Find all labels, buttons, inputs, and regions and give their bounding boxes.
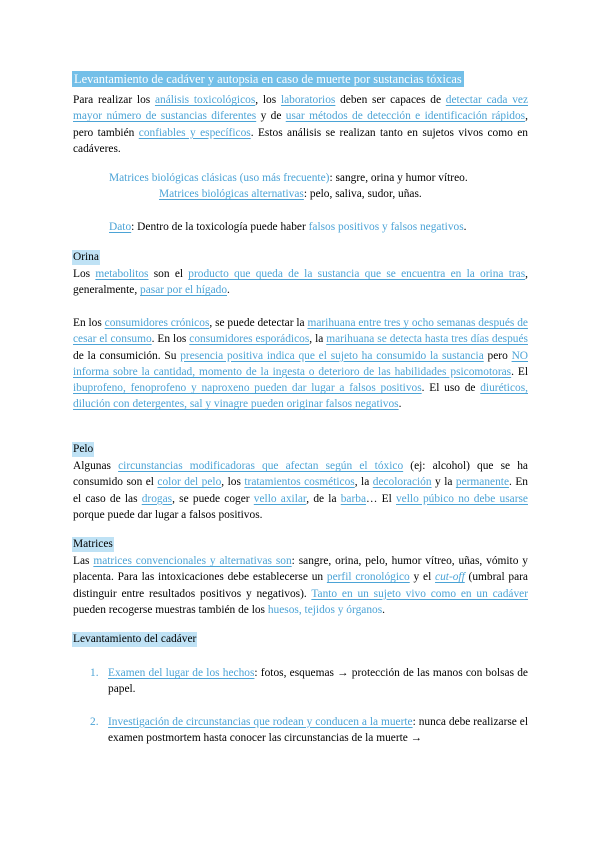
list-item bbox=[90, 714, 528, 747]
highlight: barba bbox=[340, 492, 367, 505]
list-number: 2. bbox=[90, 715, 99, 728]
highlight: huesos, tejidos y órganos bbox=[267, 603, 383, 616]
text: son el bbox=[148, 268, 189, 280]
highlight: metabolitos bbox=[95, 268, 149, 280]
levantamiento-list bbox=[90, 665, 528, 746]
orina-paragraph-2 bbox=[73, 315, 528, 413]
highlight: color del pelo bbox=[157, 476, 222, 489]
text: porque puede dar lugar a falsos positivos. bbox=[73, 508, 263, 521]
highlight: diuréticos, dilución con detergentes, sal y vinagre pueden originar falsos negativos bbox=[73, 382, 528, 411]
pelo-paragraph bbox=[73, 458, 528, 523]
highlight: Investigación de circunstancias que rodean y conducen a la muerte bbox=[108, 715, 413, 728]
highlight: cut-off bbox=[435, 571, 465, 584]
text: , la bbox=[309, 333, 327, 346]
text: pero bbox=[483, 349, 512, 362]
highlight: marihuana se detecta hasta tres días después bbox=[326, 333, 528, 346]
text: , se puede detectar la bbox=[209, 317, 308, 329]
text: . bbox=[227, 284, 230, 297]
highlight: presencia positiva indica que el sujeto ha consumido la sustancia bbox=[180, 349, 484, 362]
text: : fotos, esquemas → protección de las manos con bolsas de papel. bbox=[108, 667, 528, 696]
text: En los bbox=[73, 317, 105, 329]
text: deben ser capaces de bbox=[335, 94, 446, 106]
section-heading-orina: Orina bbox=[73, 251, 99, 263]
text: y el bbox=[409, 571, 436, 584]
highlight: Tanto en un sujeto vivo como en un cadáver bbox=[311, 587, 528, 600]
text: y la bbox=[431, 476, 456, 489]
highlight: producto que queda de la sustancia que se encuentra en la orina tras bbox=[188, 268, 526, 280]
intro-paragraph bbox=[73, 92, 528, 157]
highlight: vello axilar bbox=[253, 492, 307, 505]
section-heading-levantamiento: Levantamiento del cadáver bbox=[73, 633, 197, 645]
highlight: marihuana entre tres y ocho semanas después de cesar el consumo bbox=[73, 317, 528, 346]
text: de la consumición. Su bbox=[73, 349, 181, 362]
text: . En el caso de las bbox=[73, 476, 528, 505]
orina-paragraph-1 bbox=[73, 266, 528, 299]
highlight: perfil cronológico bbox=[326, 571, 410, 584]
highlight: NO informa sobre la cantidad, momento de la ingesta o deterioro de las habilidades psicomotoras bbox=[73, 349, 529, 378]
text: (ej: alcohol) que se ha consumido son el bbox=[73, 460, 528, 489]
highlight: circunstancias modificadoras que afectan según el tóxico bbox=[118, 460, 404, 472]
highlight: Dato bbox=[109, 221, 132, 233]
highlight: pasar por el hígado bbox=[140, 284, 228, 297]
highlight: análisis toxicológicos bbox=[154, 94, 256, 106]
text: . En los bbox=[151, 333, 190, 346]
text: . bbox=[398, 398, 402, 411]
text: Algunas bbox=[73, 460, 119, 472]
list-number: 1. bbox=[90, 667, 99, 679]
section-heading-matrices: Matrices bbox=[73, 538, 113, 550]
highlight: permanente bbox=[455, 476, 510, 489]
highlight: detectar cada vez mayor número de sustancias diferentes bbox=[73, 94, 529, 123]
text: . Estos análisis se realizan tanto en sujetos vivos como en cadáveres. bbox=[73, 126, 528, 155]
text: Para realizar los bbox=[73, 94, 155, 106]
text: , la bbox=[354, 476, 373, 489]
text: : Dentro de la toxicología puede haber bbox=[131, 221, 309, 233]
highlight: Matrices biológicas clásicas (uso más frecuente) bbox=[109, 172, 330, 184]
matrices-clasicas-line bbox=[109, 170, 468, 186]
highlight: ibuprofeno, fenoprofeno y naproxeno pueden dar lugar a falsos positivos bbox=[73, 382, 422, 395]
text: : nunca debe realizarse el examen postmortem hasta conocer las circunstancias de la muerte → bbox=[108, 715, 529, 744]
highlight: matrices convencionales y alternativas son bbox=[93, 555, 292, 567]
text: : pelo, saliva, sudor, uñas. bbox=[303, 188, 422, 200]
matrices-paragraph bbox=[73, 553, 528, 618]
document-title: Levantamiento de cadáver y autopsia en caso de muerte por sustancias tóxicas bbox=[74, 72, 462, 86]
highlight: consumidores esporádicos bbox=[189, 333, 310, 346]
list-item bbox=[90, 665, 528, 698]
text: , los bbox=[221, 476, 245, 489]
text: Las bbox=[73, 555, 94, 567]
text: , de la bbox=[306, 492, 341, 505]
highlight: laboratorios bbox=[280, 94, 336, 106]
highlight: tratamientos cosméticos bbox=[244, 476, 355, 489]
text: , generalmente, bbox=[73, 268, 529, 297]
dato-line bbox=[109, 219, 467, 235]
highlight: consumidores crónicos bbox=[104, 317, 210, 329]
highlight: vello púbico no debe usarse bbox=[395, 492, 528, 505]
highlight: Matrices biológicas alternativas bbox=[159, 188, 304, 200]
text: (umbral para distinguir entre resultados positivos y negativos). bbox=[73, 571, 528, 600]
section-heading-pelo: Pelo bbox=[73, 443, 94, 455]
text: : sangre, orina, pelo, humor vítreo, uñas, vómito y placenta. Para las intoxicaciones debe establecerse un bbox=[73, 555, 528, 584]
text: . bbox=[382, 603, 386, 616]
text: … El bbox=[366, 492, 396, 505]
highlight: decoloración bbox=[372, 476, 432, 489]
highlight: usar métodos de detección e identificación rápidos bbox=[285, 110, 526, 123]
text: . bbox=[463, 221, 467, 233]
text: pueden recogerse muestras también de los bbox=[73, 603, 268, 616]
text: . El bbox=[511, 365, 528, 378]
text: y de bbox=[256, 110, 286, 123]
text: , los bbox=[255, 94, 281, 106]
highlight: drogas bbox=[141, 492, 173, 505]
highlight: falsos positivos y falsos negativos bbox=[308, 221, 464, 233]
text: , pero también bbox=[73, 110, 528, 139]
text: Los bbox=[73, 268, 96, 280]
matrices-alternativas-line bbox=[159, 186, 422, 202]
text: : sangre, orina y humor vítreo. bbox=[329, 172, 468, 184]
text: , se puede coger bbox=[172, 492, 254, 505]
highlight: confiables y específicos bbox=[138, 126, 251, 139]
text: . El uso de bbox=[421, 382, 481, 395]
highlight: Examen del lugar de los hechos bbox=[108, 667, 255, 679]
